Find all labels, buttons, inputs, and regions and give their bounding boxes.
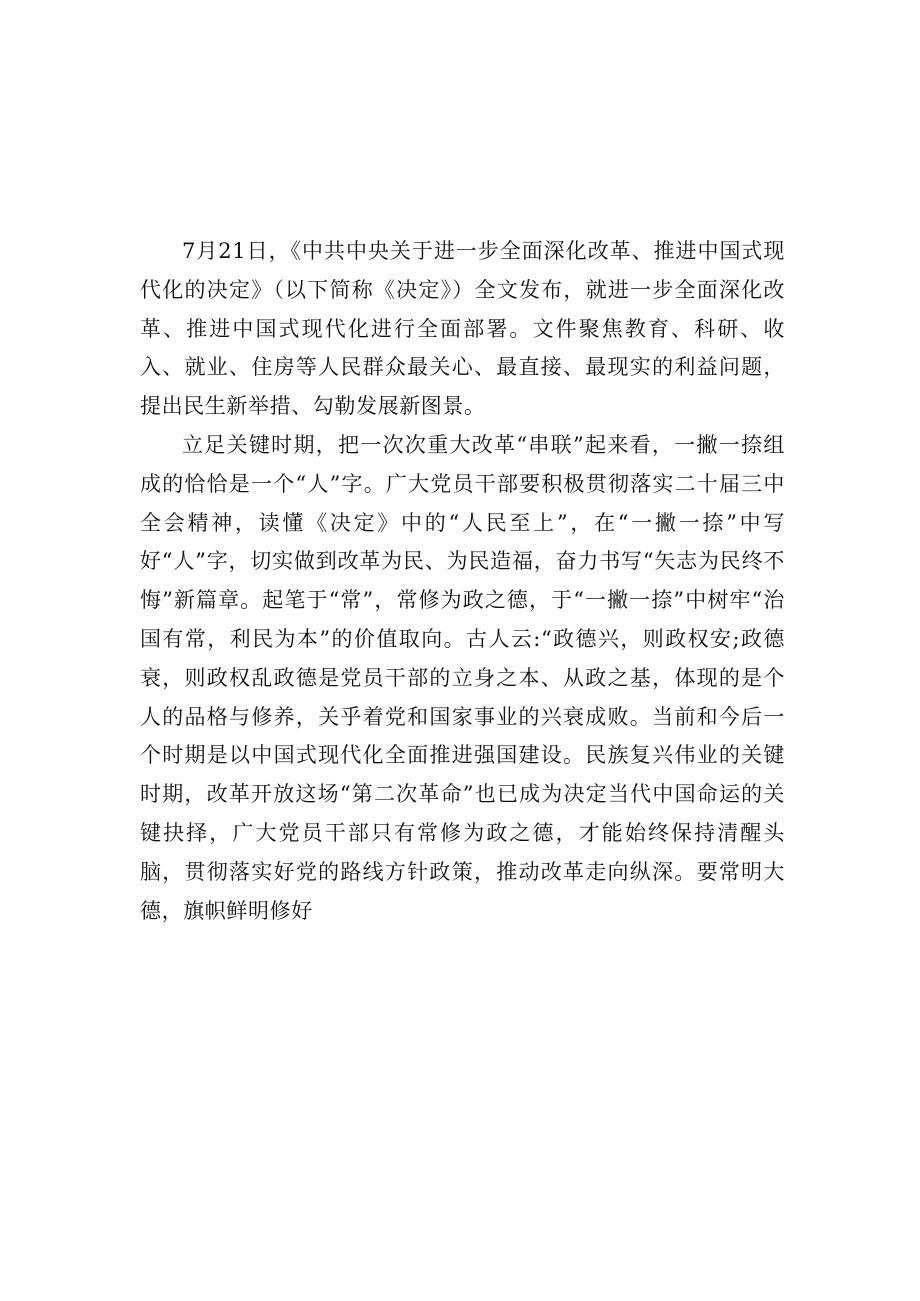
paragraph-1: 7月21日，《中共中央关于进一步全面深化改革、推进中国式现代化的决定》（以下简称《决定》）全文发布，就进一步全面深化改革、推进中国式现代化进行全面部署。文件聚焦教育、科研、收入、就业、住房等人民群众最关心、最直接、最现实的利益问题，提出民生新举措、勾勒发展新图景。 — [140, 239, 785, 419]
paragraph-2: 立足关键时期，把一次次重大改革“串联”起来看，一撇一捺组成的恰恰是一个“人”字。广大党员干部要积极贯彻落实二十届三中全会精神，读懂《决定》中的“人民至上”，在“一撇一捺”中写好“人”字，切实做到改革为民、为民造福，奋力书写“矢志为民终不悔”新篇章。起笔于“常”，常修为政之德，于“一撇一捺”中树牢“治国有常，利民为本”的价值取向。古人云:“政德兴，则政权安;政德衰，则政权乱政德是党员干部的立身之本、从政之基，体现的是个人的品格与修养，关乎着党和国家事业的兴衰成败。当前和今后一个时期是以中国式现代化全面推进强国建设。民族复兴伟业的关键时期，改革开放这场“第二次革命”也已成为决定当代中国命运的关键抉择，广大党员干部只有常修为政之德，才能始终保持清醒头脑，贯彻落实好党的路线方针政策，推动改革走向纵深。要常明大德，旗帜鲜明修好 — [140, 432, 785, 923]
document-body — [140, 232, 785, 930]
